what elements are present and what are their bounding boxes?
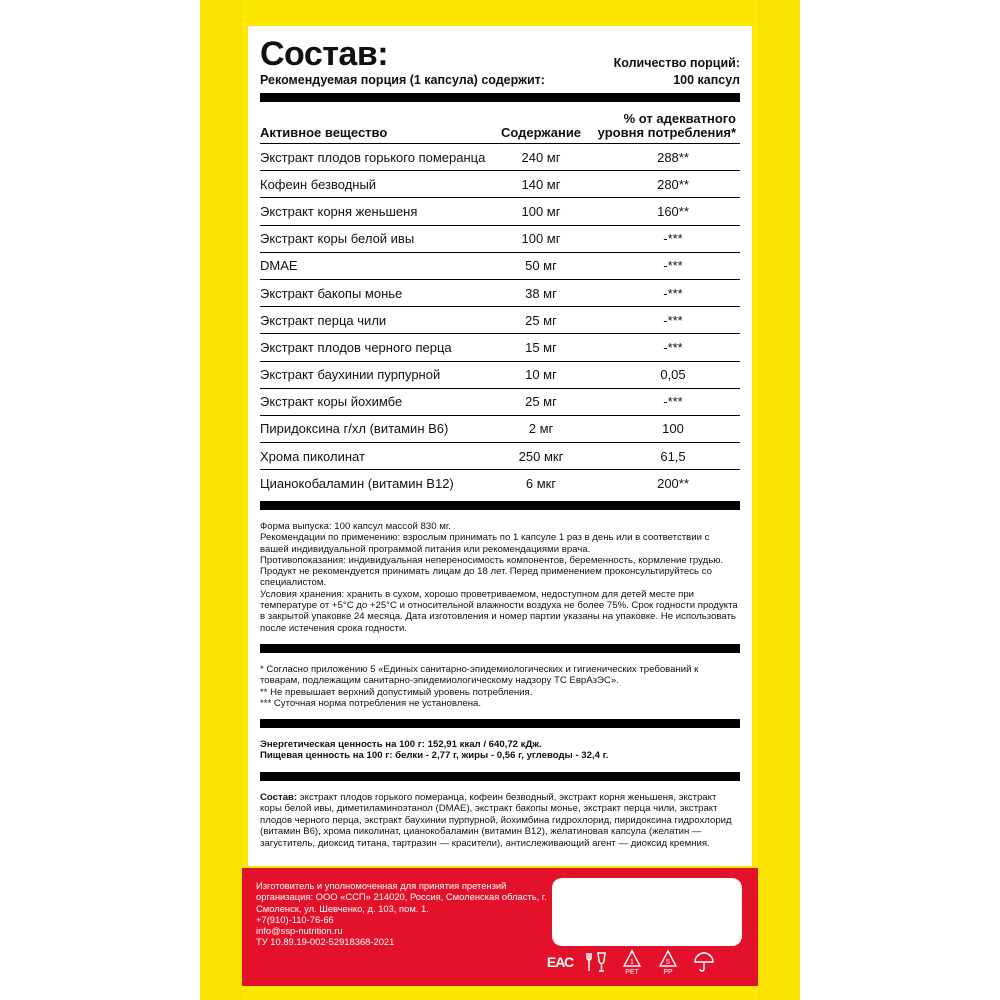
- divider: [260, 772, 740, 781]
- composition-text: [260, 787, 740, 850]
- divider: [260, 501, 740, 510]
- table-row: [260, 252, 740, 279]
- yellow-band-left: [200, 0, 242, 1000]
- batch-info-box: [552, 878, 742, 946]
- table-row: [260, 225, 740, 252]
- divider: [260, 93, 740, 102]
- product-label: [242, 0, 758, 1000]
- ingredient-name: Экстракт плодов черного перца: [260, 334, 496, 361]
- table-row: [260, 198, 740, 225]
- ingredient-name: DMAE: [260, 252, 496, 279]
- portions-value: 100 капсул: [673, 73, 740, 87]
- manufacturer-info: [256, 880, 552, 948]
- ingredient-percent: -***: [586, 252, 740, 279]
- table-row: [260, 307, 740, 334]
- ingredient-name: Экстракт перца чили: [260, 307, 496, 334]
- ingredient-amount: 250 мкг: [496, 443, 586, 470]
- manufacturer-phone: +7(910)-110-76-66: [256, 913, 334, 925]
- composition-body: экстракт плодов горького померанца, кофеин безводный, экстракт корня женьшеня, экстракт коры белой ивы, диметиламиноэтанол (DMAE), экстракт бакопы монье, экстракт перца чили, экстракт плодов черного перца, экстракт баухинии пурпурной, йохимбина гидрохлорид, пиридоксина гидрохлорид (витамин В6), хрома пиколинат, цианокобаламин (витамин В12), желатиновая капсула (желатин — загуститель, диоксид титана, тартразин — красители), антислеживающий агент — диоксид кремния.: [260, 791, 732, 850]
- ingredient-percent: -***: [586, 225, 740, 252]
- ingredient-name: Цианокобаламин (витамин В12): [260, 470, 496, 497]
- col-header-content: Содержание: [500, 125, 582, 140]
- col-header-percent: % от адекватного уровня потребления*: [597, 111, 736, 140]
- ingredient-percent: 100: [586, 415, 740, 442]
- composition-label: Состав:: [260, 791, 298, 803]
- pp-label: PP: [663, 968, 673, 976]
- ingredient-name: Экстракт баухинии пурпурной: [260, 361, 496, 388]
- ingredient-name: Хрома пиколинат: [260, 443, 496, 470]
- ingredients-table: [260, 108, 740, 497]
- info-block: [260, 516, 740, 640]
- divider: [260, 719, 740, 728]
- pp-code: 5: [666, 958, 670, 966]
- panel-header: [260, 36, 740, 89]
- ingredient-percent: 160**: [586, 198, 740, 225]
- umbrella-icon: [690, 948, 718, 976]
- fork-glass-icon: [582, 948, 610, 976]
- table-row: [260, 171, 740, 198]
- ingredient-amount: 25 мг: [496, 388, 586, 415]
- ingredient-amount: 140 мг: [496, 171, 586, 198]
- recycle-pet-icon: [618, 948, 646, 976]
- ingredient-amount: 240 мг: [496, 144, 586, 171]
- ingredient-percent: -***: [586, 388, 740, 415]
- release-form: Форма выпуска: 100 капсул массой 830 мг.: [260, 520, 451, 532]
- page-title: Состав:: [260, 35, 389, 73]
- ingredient-amount: 100 мг: [496, 198, 586, 225]
- ingredient-name: Кофеин безводный: [260, 171, 496, 198]
- pet-code: 1: [630, 958, 634, 966]
- table-row: [260, 361, 740, 388]
- ingredient-percent: 200**: [586, 470, 740, 497]
- ingredient-percent: -***: [586, 334, 740, 361]
- energy-value: [260, 734, 740, 768]
- recycle-pp-icon: [654, 948, 682, 976]
- manufacturer-bar: [242, 868, 758, 986]
- footnote: * Согласно приложению 5 «Единых санитарно-эпидемиологических и гигиенических требований к товарам, подлежащим санитарно-эпидемиологическому надзору ТС ЕврАзЭС».: [260, 663, 699, 687]
- col-header-substance: Активное вещество: [260, 125, 388, 140]
- composition-panel: [248, 26, 752, 866]
- ingredient-name: Экстракт коры йохимбе: [260, 388, 496, 415]
- ingredient-amount: 10 мг: [496, 361, 586, 388]
- ingredient-amount: 50 мг: [496, 252, 586, 279]
- energy-line: Энергетическая ценность на 100 г: 152,91 ккал / 640,72 кДж.: [260, 739, 542, 751]
- ingredient-percent: 61,5: [586, 443, 740, 470]
- ingredient-percent: 0,05: [586, 361, 740, 388]
- ingredient-percent: 280**: [586, 171, 740, 198]
- nutrition-line: Пищевая ценность на 100 г: белки - 2,77 г, жиры - 0,56 г, углеводы - 32,4 г.: [260, 750, 609, 762]
- ingredient-name: Экстракт корня женьшеня: [260, 198, 496, 225]
- portions-label: Количество порций:: [613, 56, 740, 70]
- yellow-band-right: [758, 0, 800, 1000]
- manufacturer-tu: ТУ 10.89.19-002-52918368-2021: [256, 936, 395, 948]
- ingredient-amount: 15 мг: [496, 334, 586, 361]
- table-row: [260, 470, 740, 497]
- table-row: [260, 334, 740, 361]
- footnotes: [260, 659, 740, 715]
- ingredient-name: Экстракт бакопы монье: [260, 279, 496, 306]
- manufacturer-address: Изготовитель и уполномоченная для принятия претензий организация: ООО «ССП» 214020, Россия, Смоленская область, г. Смоленск, ул. Шевченко, д. 103, пом. 1.: [256, 880, 547, 914]
- ingredient-percent: -***: [586, 279, 740, 306]
- table-row: [260, 279, 740, 306]
- ingredient-amount: 25 мг: [496, 307, 586, 334]
- divider: [260, 644, 740, 653]
- contraindications: Противопоказания: индивидуальная непереносимость компонентов, беременность, кормление грудью. Продукт не рекомендуется принимать лицам до 18 лет. Перед применением проконсультируйтесь со специалистом.: [260, 554, 724, 589]
- ingredient-name: Экстракт плодов горького померанца: [260, 144, 496, 171]
- certification-icons: [546, 948, 718, 976]
- table-row: [260, 144, 740, 171]
- usage-recommendations: Рекомендации по применению: взрослым принимать по 1 капсуле 1 раз в день или в соответствии с вашей индивидуальной программой питания или рекомендациями врача.: [260, 532, 710, 555]
- ingredient-amount: 6 мкг: [496, 470, 586, 497]
- ingredient-name: Экстракт коры белой ивы: [260, 225, 496, 252]
- ingredient-name: Пиридоксина г/хл (витамин В6): [260, 415, 496, 442]
- table-row: [260, 443, 740, 470]
- eac-mark-icon: ЕАС: [546, 954, 574, 970]
- serving-text: Рекомендуемая порция (1 капсула) содержит:: [260, 73, 545, 87]
- ingredient-amount: 2 мг: [496, 415, 586, 442]
- ingredient-amount: 38 мг: [496, 279, 586, 306]
- table-row: [260, 388, 740, 415]
- footnote: ** Не превышает верхний допустимый уровень потребления.: [260, 686, 533, 698]
- manufacturer-email: info@ssp-nutrition.ru: [256, 925, 343, 937]
- ingredient-amount: 100 мг: [496, 225, 586, 252]
- ingredient-percent: 288**: [586, 144, 740, 171]
- table-row: [260, 415, 740, 442]
- pet-label: PET: [625, 968, 639, 976]
- storage-conditions: Условия хранения: хранить в сухом, хорошо проветриваемом, недоступном для детей месте при температуре от +5°С до +25°С и относительной влажности воздуха не более 75%. Срок годности продукта в закрытой упаковке 24 месяца. Дата изготовления и номер партии указаны на упаковке. Не использовать после истечения срока годности.: [260, 588, 738, 634]
- ingredients-table-body: [260, 144, 740, 497]
- ingredient-percent: -***: [586, 307, 740, 334]
- footnote: *** Суточная норма потребления не установлена.: [260, 697, 482, 709]
